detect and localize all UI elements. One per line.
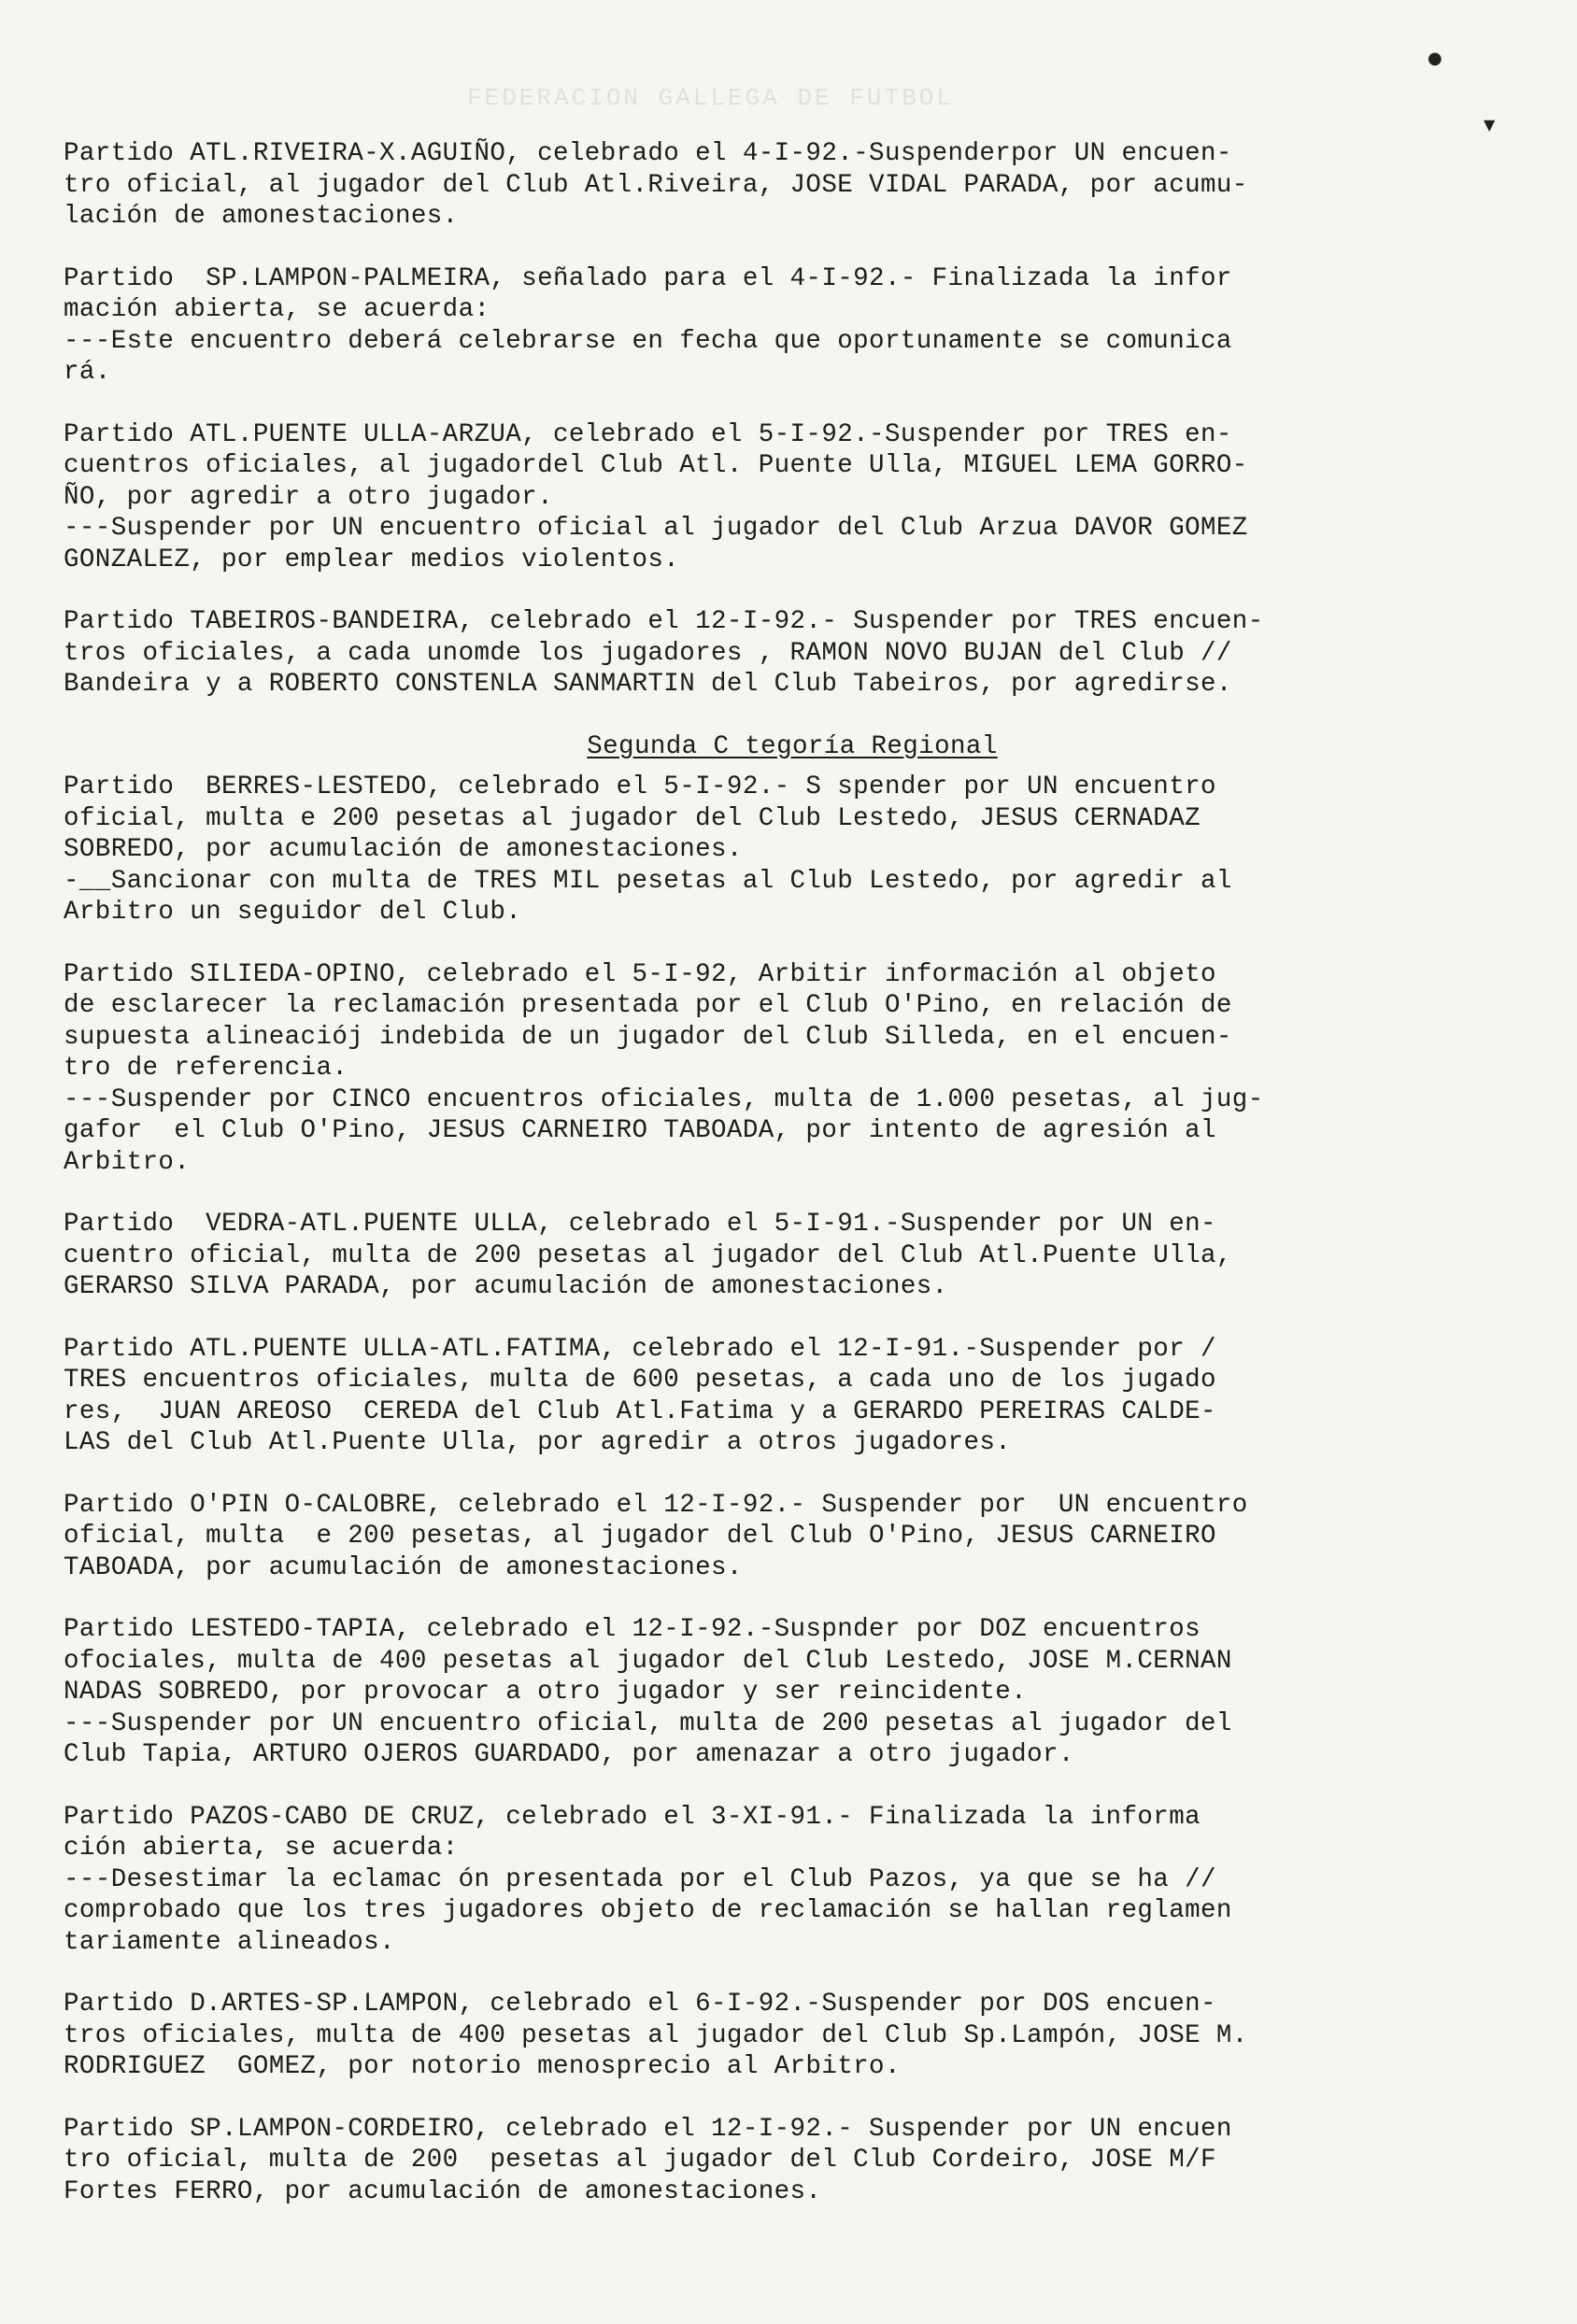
text-line: SOBREDO, por acumulación de amonestaciones.: [64, 835, 743, 864]
text-line: tariamente alineados.: [64, 1927, 395, 1957]
text-line: comprobado que los tres jugadores objeto de reclamación se hallan reglamen: [64, 1896, 1232, 1925]
text-line: tro oficial, al jugador del Club Atl.Riveira, JOSE VIDAL PARADA, por acumu-: [64, 170, 1248, 200]
text-line: rá.: [64, 358, 111, 387]
text-line: ---Suspender por UN encuentro oficial, multa de 200 pesetas al jugador del: [64, 1708, 1232, 1738]
text-line: oficial, multa e 200 pesetas, al jugador del Club O'Pino, JESUS CARNEIRO: [64, 1522, 1216, 1551]
text-line: NADAS SOBREDO, por provocar a otro jugador y ser reincidente.: [64, 1678, 1028, 1707]
text-line: Partido TABEIROS-BANDEIRA, celebrado el 12-I-92.- Suspender por TRES encuen-: [64, 607, 1264, 636]
text-line: ---Desestimar la eclamac ón presentada por el Club Pazos, ya que se ha //: [64, 1864, 1216, 1894]
text-line: res, JUAN AREOSO CEREDA del Club Atl.Fatima y a GERARDO PEREIRAS CALDE-: [64, 1396, 1216, 1426]
text-line: oficial, multa e 200 pesetas al jugador del Club Lestedo, JESUS CERNADAZ: [64, 803, 1201, 833]
text-line: Bandeira y a ROBERTO CONSTENLA SANMARTIN del Club Tabeiros, por agredirse.: [64, 670, 1232, 699]
text-line: ---Suspender por UN encuentro oficial al jugador del Club Arzua DAVOR GOMEZ: [64, 514, 1248, 543]
text-line: ÑO, por agredir a otro jugador.: [64, 482, 553, 512]
text-line: lación de amonestaciones.: [64, 202, 459, 231]
text-line: cuentro oficial, multa de 200 pesetas al jugador del Club Atl.Puente Ulla,: [64, 1240, 1232, 1270]
sanction-paragraph: [64, 1989, 1521, 2083]
text-line: GERARSO SILVA PARADA, por acumulación de amonestaciones.: [64, 1272, 948, 1301]
text-line: ---Este encuentro deberá celebrarse en fecha que oportunamente se comunica: [64, 326, 1232, 356]
text-line: RODRIGUEZ GOMEZ, por notorio menosprecio al Arbitro.: [64, 2052, 901, 2081]
document-body: [64, 138, 1521, 2238]
sanction-paragraph: [64, 1334, 1521, 1459]
text-line: tros oficiales, multa de 400 pesetas al jugador del Club Sp.Lampón, JOSE M.: [64, 2020, 1248, 2050]
text-line: tro de referencia.: [64, 1054, 348, 1083]
bleed-through-text: FEDERACION GALLEGA DE FUTBOL: [467, 84, 954, 112]
text-line: Partido LESTEDO-TAPIA, celebrado el 12-I-92.-Suspnder por DOZ encuentros: [64, 1615, 1201, 1644]
text-line: TABOADA, por acumulación de amonestaciones.: [64, 1552, 743, 1582]
text-line: Partido SILIEDA-OPINO, celebrado el 5-I-92, Arbitir información al objeto: [64, 959, 1216, 989]
sanction-paragraph: [64, 1490, 1521, 1584]
text-line: Partido ATL.RIVEIRA-X.AGUIÑO, celebrado el 4-I-92.-Suspenderpor UN encuen-: [64, 139, 1232, 168]
section-heading: Segunda C tegoría Regional: [587, 731, 998, 761]
sanction-paragraph: [64, 959, 1521, 1179]
sanction-paragraph: [64, 606, 1521, 701]
text-line: Partido O'PIN O-CALOBRE, celebrado el 12-I-92.- Suspender por UN encuentro: [64, 1490, 1248, 1520]
text-line: Club Tapia, ARTURO OJEROS GUARDADO, por amenazar a otro jugador.: [64, 1740, 1074, 1769]
text-line: mación abierta, se acuerda:: [64, 295, 490, 324]
sanction-paragraph: [64, 2114, 1521, 2208]
sanctions-section-2: [64, 772, 1521, 2207]
sanction-paragraph: [64, 263, 1521, 389]
text-line: LAS del Club Atl.Puente Ulla, por agredir a otros jugadores.: [64, 1428, 1012, 1457]
text-line: Fortes FERRO, por acumulación de amonestaciones.: [64, 2176, 822, 2206]
sanction-paragraph: [64, 1802, 1521, 1959]
text-line: cuentros oficiales, al jugadordel Club Atl. Puente Ulla, MIGUEL LEMA GORRO-: [64, 451, 1248, 480]
sanction-paragraph: [64, 419, 1521, 576]
text-line: Partido ATL.PUENTE ULLA-ATL.FATIMA, celebrado el 12-I-91.-Suspender por /: [64, 1334, 1216, 1364]
text-line: GONZALEZ, por emplear medios violentos.: [64, 545, 680, 574]
text-line: Arbitro.: [64, 1147, 191, 1177]
sanction-paragraph: [64, 138, 1521, 233]
text-line: Partido D.ARTES-SP.LAMPON, celebrado el 6-I-92.-Suspender por DOS encuen-: [64, 1990, 1216, 2019]
text-line: supuesta alineaciój indebida de un jugador del Club Silleda, en el encuen-: [64, 1022, 1232, 1052]
text-line: -__Sancionar con multa de TRES MIL pesetas al Club Lestedo, por agredir al: [64, 866, 1232, 896]
text-line: ofociales, multa de 400 pesetas al jugador del Club Lestedo, JOSE M.CERNAN: [64, 1646, 1232, 1676]
ink-mark: ▼: [1484, 116, 1496, 134]
text-line: Partido BERRES-LESTEDO, celebrado el 5-I-92.- S spender por UN encuentro: [64, 772, 1216, 801]
text-line: ción abierta, se acuerda:: [64, 1834, 459, 1863]
text-line: Arbitro un seguidor del Club.: [64, 898, 522, 927]
sanction-paragraph: [64, 772, 1521, 928]
text-line: Partido PAZOS-CABO DE CRUZ, celebrado el 3-XI-91.- Finalizada la informa: [64, 1802, 1201, 1832]
text-line: TRES encuentros oficiales, multa de 600 pesetas, a cada uno de los jugado: [64, 1366, 1216, 1395]
sanction-paragraph: [64, 1209, 1521, 1303]
sanctions-section-1: [64, 138, 1521, 701]
text-line: gafor el Club O'Pino, JESUS CARNEIRO TABOADA, por intento de agresión al: [64, 1116, 1216, 1145]
text-line: tro oficial, multa de 200 pesetas al jugador del Club Cordeiro, JOSE M/F: [64, 2146, 1216, 2175]
text-line: de esclarecer la reclamación presentada por el Club O'Pino, en relación de: [64, 991, 1232, 1020]
sanction-paragraph: [64, 1614, 1521, 1771]
text-line: tros oficiales, a cada unomde los jugadores , RAMON NOVO BUJAN del Club //: [64, 638, 1232, 668]
ink-mark: ●: [1428, 49, 1442, 68]
text-line: Partido VEDRA-ATL.PUENTE ULLA, celebrado el 5-I-91.-Suspender por UN en-: [64, 1210, 1216, 1239]
text-line: ---Suspender por CINCO encuentros oficiales, multa de 1.000 pesetas, al jug-: [64, 1084, 1264, 1114]
text-line: Partido SP.LAMPON-CORDEIRO, celebrado el 12-I-92.- Suspender por UN encuen: [64, 2114, 1232, 2144]
text-line: Partido SP.LAMPON-PALMEIRA, señalado para el 4-I-92.- Finalizada la infor: [64, 263, 1232, 293]
text-line: Partido ATL.PUENTE ULLA-ARZUA, celebrado el 5-I-92.-Suspender por TRES en-: [64, 419, 1232, 449]
